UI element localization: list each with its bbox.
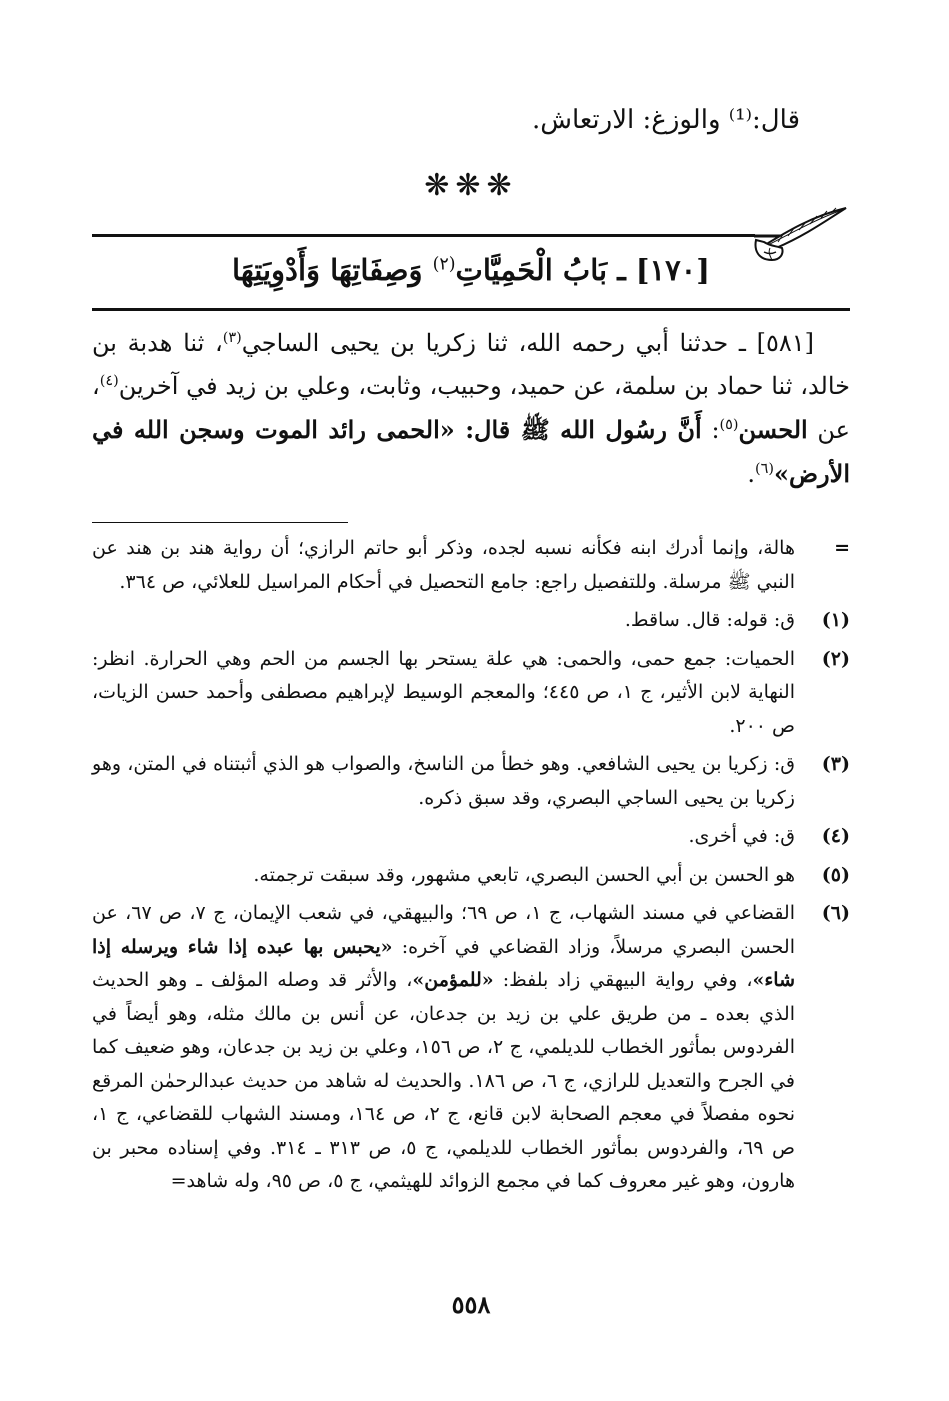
- page-number: ٥٥٨: [451, 1290, 491, 1319]
- footnote-4: [92, 820, 850, 854]
- chapter-heading-rest: وَصِفَاتِهَا وَأَدْوِيَتِهَا: [232, 253, 433, 287]
- text-run: ، وفي رواية البيهقي زاد بلفظ:: [493, 969, 753, 991]
- footnote-ref-2: (٢): [432, 254, 456, 275]
- footnote-3: [92, 748, 850, 815]
- footnote-2: [92, 643, 850, 744]
- hadith-text: أَنَّ رسُول الله ﷺ قال: «الحمى رائد الموت وسجن الله في الأرض»: [92, 415, 850, 488]
- text-run: القضاعي في مسند الشهاب، ج ١، ص ٦٩؛ والبيهقي، في شعب الإيمان، ج ٧، ص ٦٧، عن الحسن البصري مرسلاً، وزاد القضاعي في آخره:: [92, 902, 796, 958]
- footnote-number: (٥): [821, 863, 850, 886]
- chapter-heading: [92, 248, 850, 292]
- footnote-ref-5: (٥): [719, 417, 739, 433]
- text-run: ، ثنا هدبة بن خالد، ثنا حماد بن سلمة، عن حميد، وحبيب، وثابت، وعلي بن زيد في آخرين: [92, 329, 850, 400]
- text-run: :: [701, 416, 720, 444]
- footnote-1: [92, 604, 850, 638]
- footnote-number: (٢): [821, 647, 850, 670]
- footnote-ref-6: (٦): [755, 461, 775, 477]
- footnote-separator-rule: [92, 522, 348, 523]
- footnote-ref-3: (٣): [222, 330, 242, 346]
- text-run: ، والأثر قد وصله المؤلف ـ وهو الحديث الذي بعده ـ من طريق علي بن زيد بن جدعان، عن أنس بن مالك مثله، وهو أيضاً في الفردوس بمأثور الخطاب للديلمي، ج ٢، ص ١٥٦، وعلي بن زيد بن جدعان، وهو ضعيف كما في الجرح والتعديل للرازي، ج ٦، ص ١٨٦. والحديث له شاهد من حديث عبدالرحمٰن المرقع نحوه مفصلاً في معجم الصحابة لابن قانع، ج ٢، ص ١٦٤، ومسند الشهاب للقضاعي، ج ١، ص ٦٩، والفردوس بمأثور الخطاب للديلمي، ج ٥، ص ٣١٣ ـ ٣١٤. وفي إسناده محبر بن هارون، وهو غير معروف كما في مجمع الزوائد للهيثمي، ج ٥، ص ٩٥، وله شاهد=: [92, 969, 796, 1192]
- footnote-number: (٦): [821, 902, 850, 924]
- footnote-text: هو الحسن بن أبي الحسن البصري، تابعي مشهور، وقد سبقت ترجمته.: [253, 863, 795, 886]
- footnote-number: =: [834, 537, 850, 559]
- footnote-number: (١): [821, 609, 850, 631]
- book-page: [92, 0, 850, 1401]
- footnote-text: هالة، وإنما أدرك ابنه فكأنه نسبه لجده، وذكر أبو حاتم الرازي؛ أن رواية هند بن هند عن النبي ﷺ مرسلة. وللتفصيل راجع: جامع التحصيل في أحكام المراسيل للعلائي، ص ٣٦٤.: [92, 537, 795, 593]
- footnotes: [92, 532, 850, 1204]
- text-run: ، عن: [92, 372, 851, 444]
- footnote-text: [92, 902, 795, 1192]
- text-run: .: [747, 460, 756, 488]
- footnote-6: [92, 897, 850, 1199]
- footnote-number: (٣): [821, 753, 850, 775]
- footnote-text: ق: في أخرى.: [688, 825, 795, 847]
- text-run: [٥٨١] ـ حدثنا أبي رحمه الله، ثنا زكريا بن يحيى الساجي: [241, 329, 814, 357]
- previous-text-line: قال:⁽¹⁾ والوزغ: الارتعاش.: [531, 105, 800, 135]
- footnote-text: ق: زكريا بن يحيى الشافعي. وهو خطأ من الناسخ، والصواب هو الذي أثبتناه في المتن، وهو زكريا بن يحيى الساجي البصري، وقد سبق ذكره.: [92, 753, 795, 809]
- footnote-text: الحميات: جمع حمى، والحمى: هي علة يستحر بها الجسم من الحم وهي الحرارة. انظر: النهاية لابن الأثير، ج ١، ص ٤٤٥؛ والمعجم الوسيط لإبراهيم مصطفى وأحمد حسن الزيات، ص ٢٠٠.: [92, 647, 795, 737]
- quoted-word: «للمؤمن»: [412, 969, 494, 991]
- chapter-heading-main: [١٧٠] ـ بَابُ الْحَمِيَّاتِ: [455, 253, 710, 287]
- quoted-addition: «يحبس بها عبده إذا شاء ويرسله إذا شاء»: [92, 935, 795, 991]
- footnote-continuation: [92, 532, 850, 599]
- footnote-5: [92, 859, 850, 893]
- chapter-underline: [92, 308, 850, 311]
- section-separator: ❋❋❋: [424, 168, 518, 203]
- heading-rule: [92, 234, 755, 237]
- footnote-text: ق: قوله: قال. ساقط.: [624, 609, 795, 631]
- footnote-number: (٤): [821, 825, 850, 847]
- hadith-paragraph: [92, 322, 850, 496]
- narrator-name: الحسن: [738, 415, 808, 444]
- footnote-ref-4: (٤): [99, 373, 119, 389]
